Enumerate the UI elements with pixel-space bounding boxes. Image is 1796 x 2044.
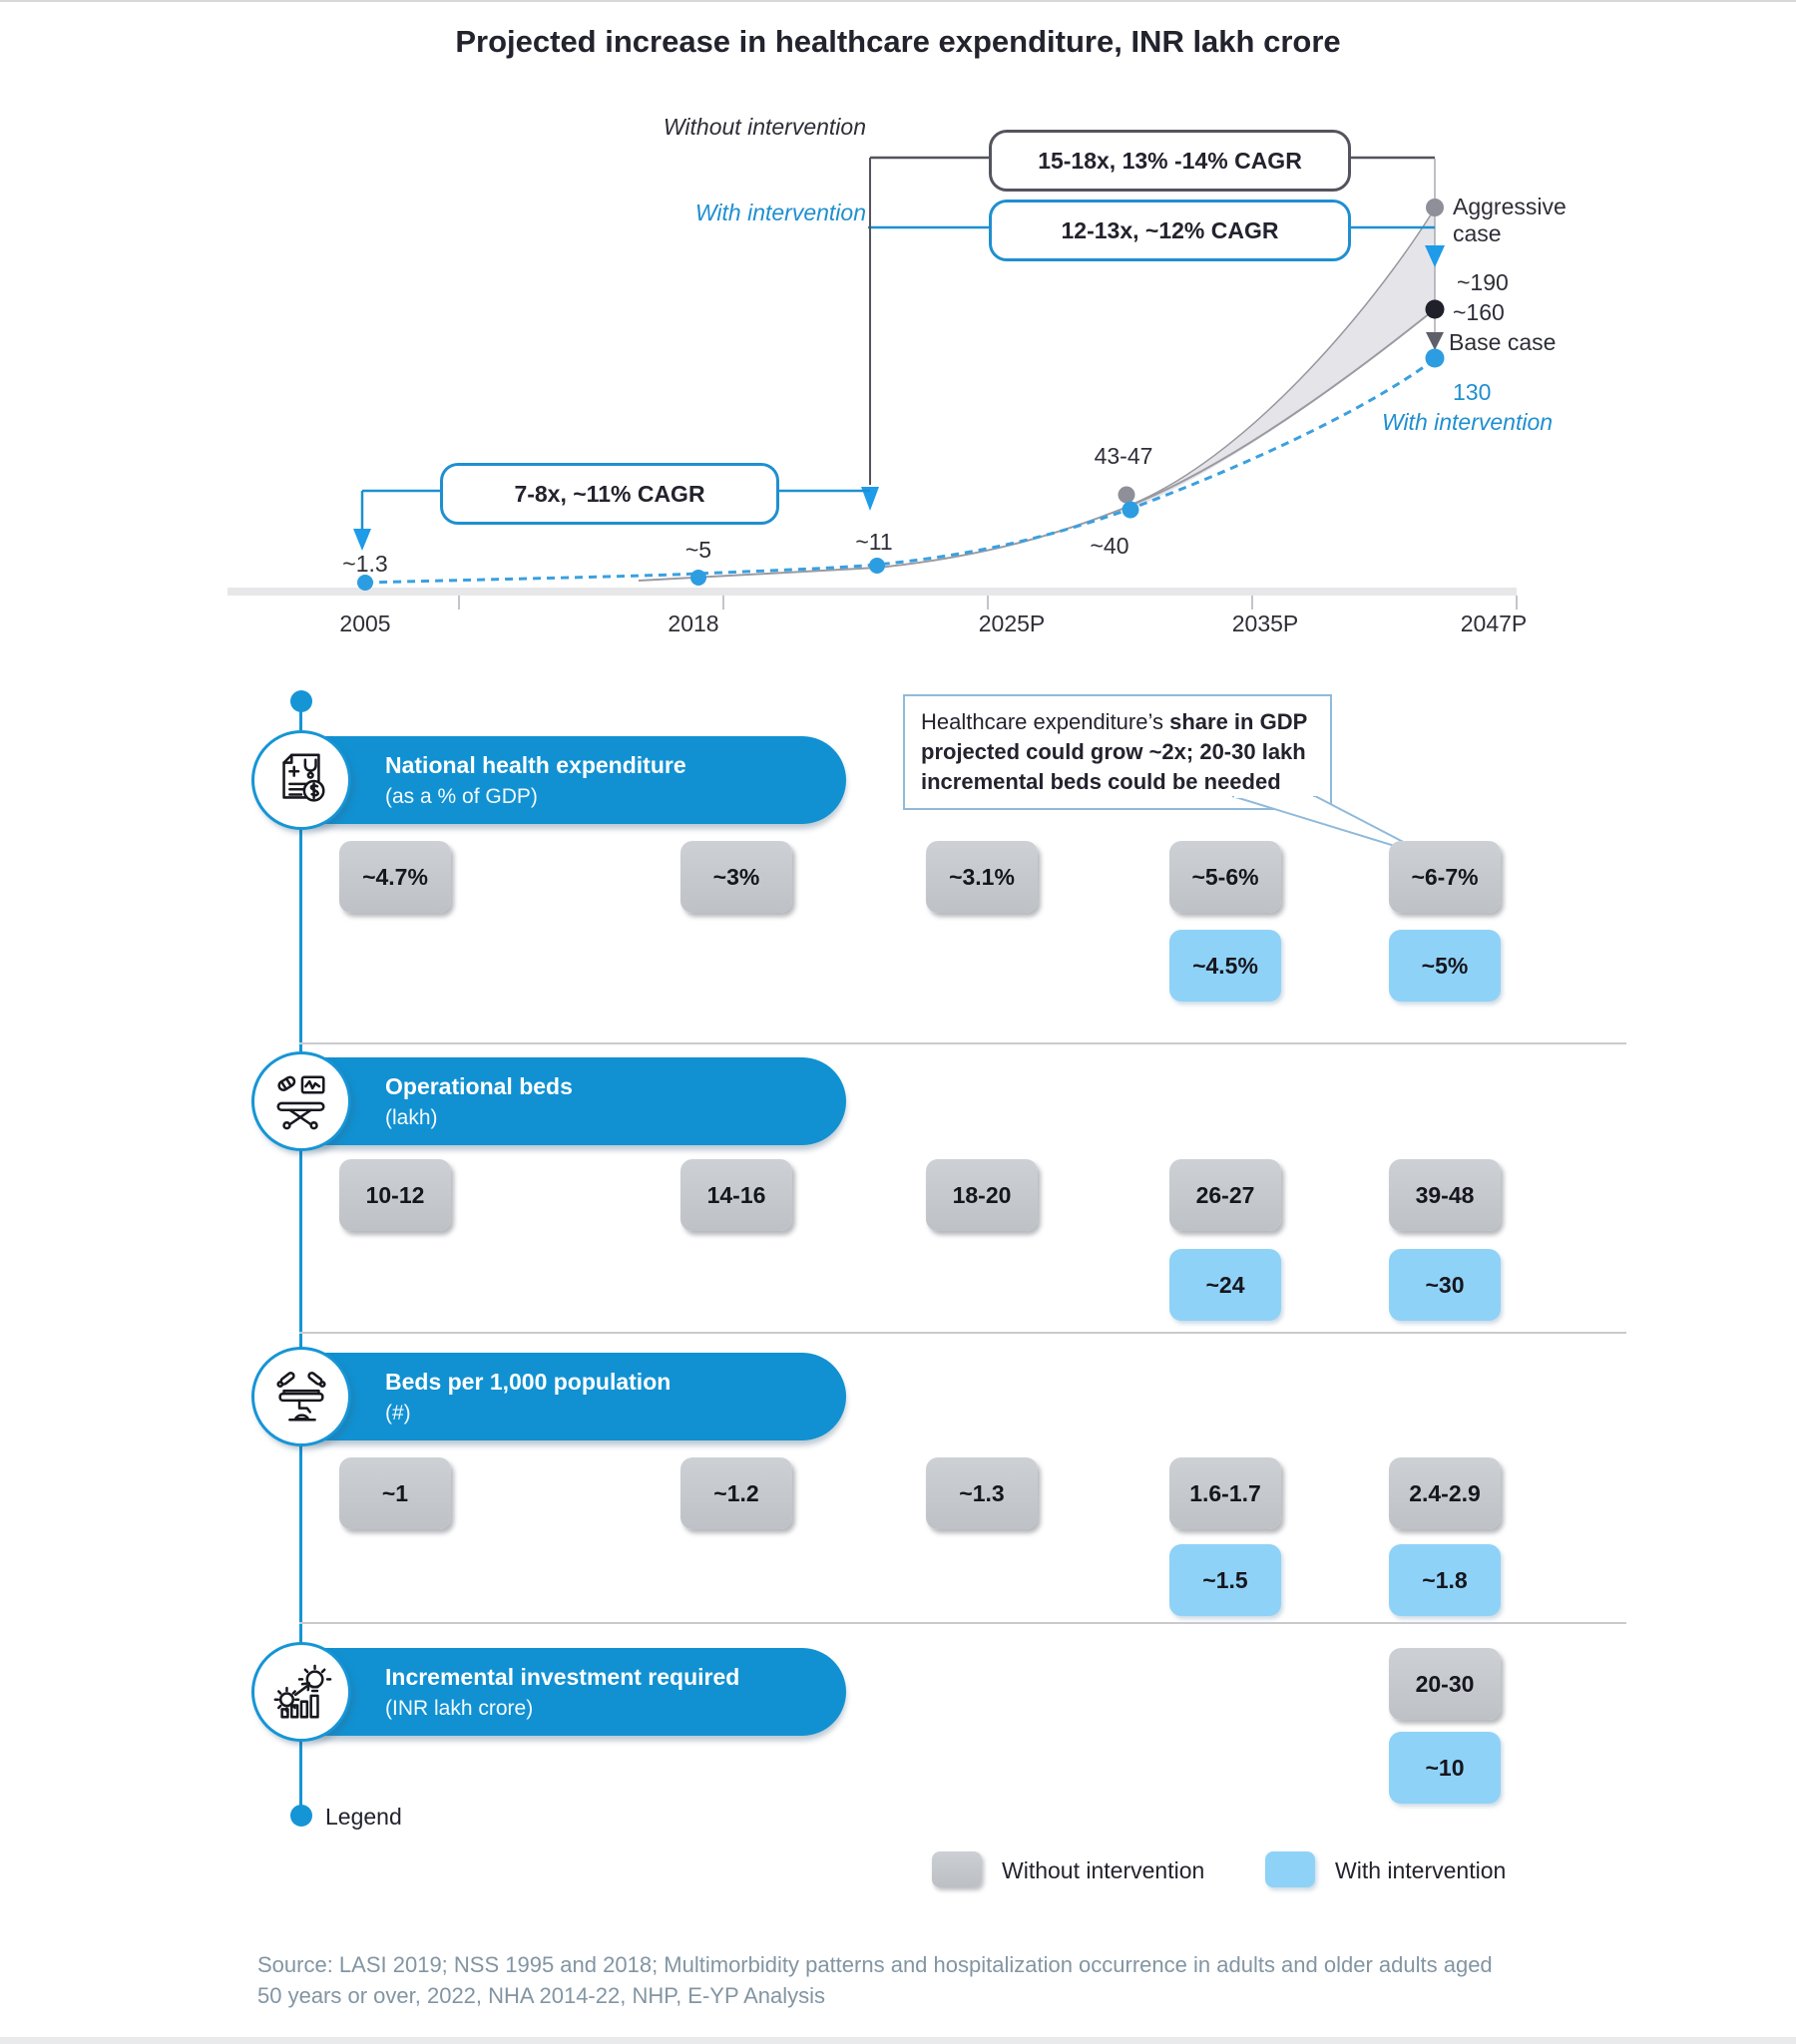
value-box: ~1.3 bbox=[926, 1457, 1038, 1529]
value-box: 26-27 bbox=[1169, 1159, 1281, 1231]
value-box: ~4.7% bbox=[339, 841, 451, 913]
value-box: ~1.2 bbox=[680, 1457, 792, 1529]
row-separator bbox=[299, 1042, 1626, 1044]
row-separator bbox=[299, 1622, 1626, 1624]
value-label-2030-with: ~40 bbox=[1090, 533, 1129, 559]
endpoint-base bbox=[1426, 300, 1445, 319]
base-case-line bbox=[639, 309, 1435, 581]
value-box-intervention: ~5% bbox=[1389, 930, 1501, 1002]
without-cagr-box: 15-18x, 13% -14% CAGR bbox=[989, 130, 1351, 192]
row-subtitle: (#) bbox=[385, 1401, 411, 1425]
value-label-2022: ~11 bbox=[855, 529, 893, 555]
axis-label-2025p: 2025P bbox=[978, 611, 1046, 636]
legend-label-without: Without intervention bbox=[1002, 1857, 1205, 1883]
point-2030-with bbox=[1122, 502, 1139, 519]
legend-swatch-without bbox=[932, 1851, 982, 1887]
row-subtitle: (INR lakh crore) bbox=[385, 1696, 534, 1720]
row-subtitle: (as a % of GDP) bbox=[385, 784, 538, 808]
row-title: Incremental investment required bbox=[385, 1663, 740, 1690]
row-title: Beds per 1,000 population bbox=[385, 1368, 672, 1395]
callout-line1 bbox=[921, 707, 1314, 737]
value-box: ~3.1% bbox=[926, 841, 1038, 913]
row-subtitle: (lakh) bbox=[385, 1105, 438, 1129]
row-separator bbox=[299, 1332, 1626, 1334]
value-box-intervention: ~4.5% bbox=[1169, 930, 1281, 1002]
timeline-top-dot bbox=[290, 690, 312, 712]
value-box: 18-20 bbox=[926, 1159, 1038, 1231]
arrow-down-base-icon bbox=[1426, 332, 1444, 350]
timeline-bottom-dot bbox=[290, 1805, 312, 1827]
with-intervention-label: With intervention bbox=[694, 200, 866, 225]
point-2022 bbox=[869, 558, 885, 574]
value-box-intervention: ~24 bbox=[1169, 1249, 1281, 1321]
value-box: ~3% bbox=[680, 841, 792, 913]
value-label-2005: ~1.3 bbox=[342, 551, 388, 577]
legend-title: Legend bbox=[325, 1804, 402, 1830]
medical-bill-dollar-icon bbox=[251, 730, 351, 830]
value-box: 1.6-1.7 bbox=[1169, 1457, 1281, 1529]
source-note bbox=[257, 1949, 1584, 2011]
x-axis-ticks bbox=[459, 596, 1517, 610]
callout-bold-text: share in GDP bbox=[1169, 709, 1308, 734]
source-line1: Source: LASI 2019; NSS 1995 and 2018; Multimorbidity patterns and hospitalization occurrence in adults and older adults aged bbox=[257, 1952, 1493, 1977]
with-intervention-end-label: With intervention bbox=[1381, 409, 1554, 435]
gdp-callout bbox=[903, 694, 1332, 810]
point-2030-without bbox=[1119, 487, 1135, 504]
point-2018 bbox=[690, 570, 706, 586]
value-box-intervention: ~1.5 bbox=[1169, 1544, 1281, 1616]
callout-line2: projected could grow ~2x; 20-30 lakh bbox=[921, 739, 1306, 764]
base-case-label: Base case bbox=[1449, 329, 1557, 355]
callout-lead-text: Healthcare expenditure’s bbox=[921, 709, 1170, 734]
axis-label-2047p: 2047P bbox=[1460, 611, 1528, 636]
value-label-2030-without: 43-47 bbox=[1094, 443, 1153, 469]
early-cagr-box: 7-8x, ~11% CAGR bbox=[440, 463, 779, 525]
x-axis-band bbox=[227, 588, 1517, 596]
callout-line3: incremental beds could be needed bbox=[921, 769, 1281, 794]
aggressive-value-label: ~190 bbox=[1457, 269, 1509, 295]
value-box: 2.4-2.9 bbox=[1389, 1457, 1501, 1529]
legend-swatch-with bbox=[1265, 1851, 1315, 1887]
page-title: Projected increase in healthcare expenditure, INR lakh crore bbox=[455, 24, 1341, 59]
value-label-2018: ~5 bbox=[684, 537, 712, 563]
row-title: Operational beds bbox=[385, 1072, 573, 1099]
bottom-edge bbox=[0, 2037, 1796, 2044]
base-value-label: ~160 bbox=[1453, 299, 1505, 325]
endpoint-aggressive bbox=[1426, 199, 1444, 216]
arrow-down-1.3-icon bbox=[353, 529, 371, 551]
axis-label-2005: 2005 bbox=[339, 611, 391, 636]
endpoint-with-intervention bbox=[1426, 349, 1445, 368]
value-box: 14-16 bbox=[680, 1159, 792, 1231]
value-box: 20-30 bbox=[1389, 1648, 1501, 1720]
with-value-label: 130 bbox=[1453, 379, 1492, 405]
without-intervention-label: Without intervention bbox=[663, 114, 866, 140]
operating-table-icon bbox=[251, 1347, 351, 1446]
row-title: National health expenditure bbox=[385, 751, 686, 778]
hospital-bed-monitor-icon bbox=[251, 1051, 351, 1151]
with-cagr-box: 12-13x, ~12% CAGR bbox=[989, 200, 1351, 261]
value-box-intervention: ~30 bbox=[1389, 1249, 1501, 1321]
legend-label-with: With intervention bbox=[1335, 1857, 1507, 1883]
investment-growth-icon bbox=[251, 1642, 351, 1742]
axis-label-2035p: 2035P bbox=[1231, 611, 1299, 636]
value-box-intervention: ~10 bbox=[1389, 1732, 1501, 1804]
value-box: ~5-6% bbox=[1169, 841, 1281, 913]
value-box-intervention: ~1.8 bbox=[1389, 1544, 1501, 1616]
value-box: 39-48 bbox=[1389, 1159, 1501, 1231]
value-box: 10-12 bbox=[339, 1159, 451, 1231]
source-line2: 50 years or over, 2022, NHA 2014-22, NHP, E-YP Analysis bbox=[257, 1983, 826, 2008]
aggressive-case-label: Aggressive case bbox=[1453, 194, 1567, 246]
value-box: ~1 bbox=[339, 1457, 451, 1529]
axis-label-2018: 2018 bbox=[668, 611, 719, 636]
value-box: ~6-7% bbox=[1389, 841, 1501, 913]
